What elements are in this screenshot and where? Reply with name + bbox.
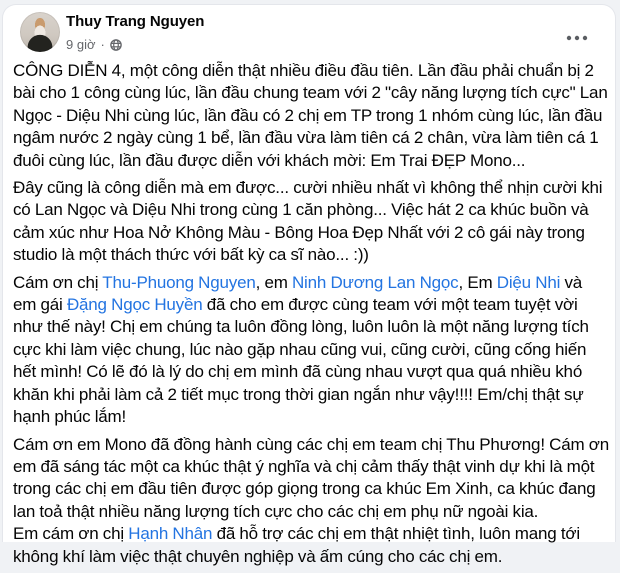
post-meta [66, 36, 122, 52]
meta-separator: · [100, 36, 105, 52]
author-name[interactable]: Thuy Trang Nguyen [66, 13, 205, 30]
globe-public-icon [110, 39, 122, 51]
avatar[interactable] [20, 12, 60, 52]
ellipsis-icon [566, 29, 588, 44]
mention-link[interactable]: Hạnh Nhân [128, 524, 213, 544]
post-options-button[interactable] [558, 17, 596, 55]
mention-link[interactable]: Diệu Nhi [496, 272, 561, 292]
post-paragraph: CÔNG DIỄN 4, một công diễn thật nhiều điều đầu tiên. Lần đầu phải chuẩn bị 2 bài cho 1 công cùng lúc, lần đầu chung team với 2 "cây năng lượng tích cực" Lan Ngọc - Diệu Nhi cùng lúc, lần đầu có 2 chị em TP trong 1 nhóm cùng lúc, lần đầu ngâm nước 2 ngày cùng 1 bể, lần đầu vừa làm tiên cá 2 chân, vừa làm tiên cá 1 đuôi cùng lúc, lần đầu được diễn với khách mời: Em Trai ĐẸP Mono... [13, 61, 608, 170]
mention-link[interactable]: Ninh Dương Lan Ngọc [291, 272, 459, 292]
post-text [13, 60, 609, 573]
post-paragraph: Cám ơn chị Thu-Phuong Nguyen, em Ninh Dương Lan Ngọc, Em Diệu Nhi và em gái Đặng Ngọc Huyền đã cho em được cùng team với một team tuyệt vời như thế này! Chị em chúng ta luôn đồng lòng, luôn luôn là một năng lượng tích cực khi làm việc chung, lúc nào gặp nhau cũng vui, cũng cười, cũng cống hiến hết mình! Có lẽ đó là lý do chị em mình đã cùng nhau vượt qua quá nhiều khó khăn khi phải làm cả 2 tiết mục trong thời gian ngắn như vậy!!!! Em/chị thật sự hạnh phúc lắm! [13, 272, 589, 427]
mention-link[interactable]: Đặng Ngọc Huyền [66, 295, 203, 315]
post-paragraph: Cám ơn em Mono đã đồng hành cùng các chị em team chị Thu Phương! Cám ơn em đã sáng tác một ca khúc thật ý nghĩa và chị cảm thấy thật vinh dự khi là một trong các chị em đầu tiên được góp giọng trong ca khúc Em Xinh, ca khúc đang lan toả thật nhiều năng lượng tích cực cho các chị em phụ nữ ngoài kia. Em cám ơn chị Hạnh Nhân đã hỗ trợ các chị em thật nhiệt tình, luôn mang tới không khí làm việc thật chuyên nghiệp và ấm cúng cho các chị em. [13, 434, 609, 566]
post-paragraph: Đây cũng là công diễn mà em được... cười nhiều nhất vì không thể nhịn cười khi có Lan Ngọc và Diệu Nhi trong cùng 1 căn phòng... Việc hát 2 ca khúc buồn và cảm xúc như Hoa Nở Không Màu - Bông Hoa Đẹp Nhất với 2 cô gái này trong studio là một thách thức với bất kỳ ca sĩ nào... :)) [13, 178, 603, 265]
timestamp[interactable]: 9 giờ [66, 36, 96, 52]
mention-link[interactable]: Thu-Phuong Nguyen [102, 272, 256, 292]
